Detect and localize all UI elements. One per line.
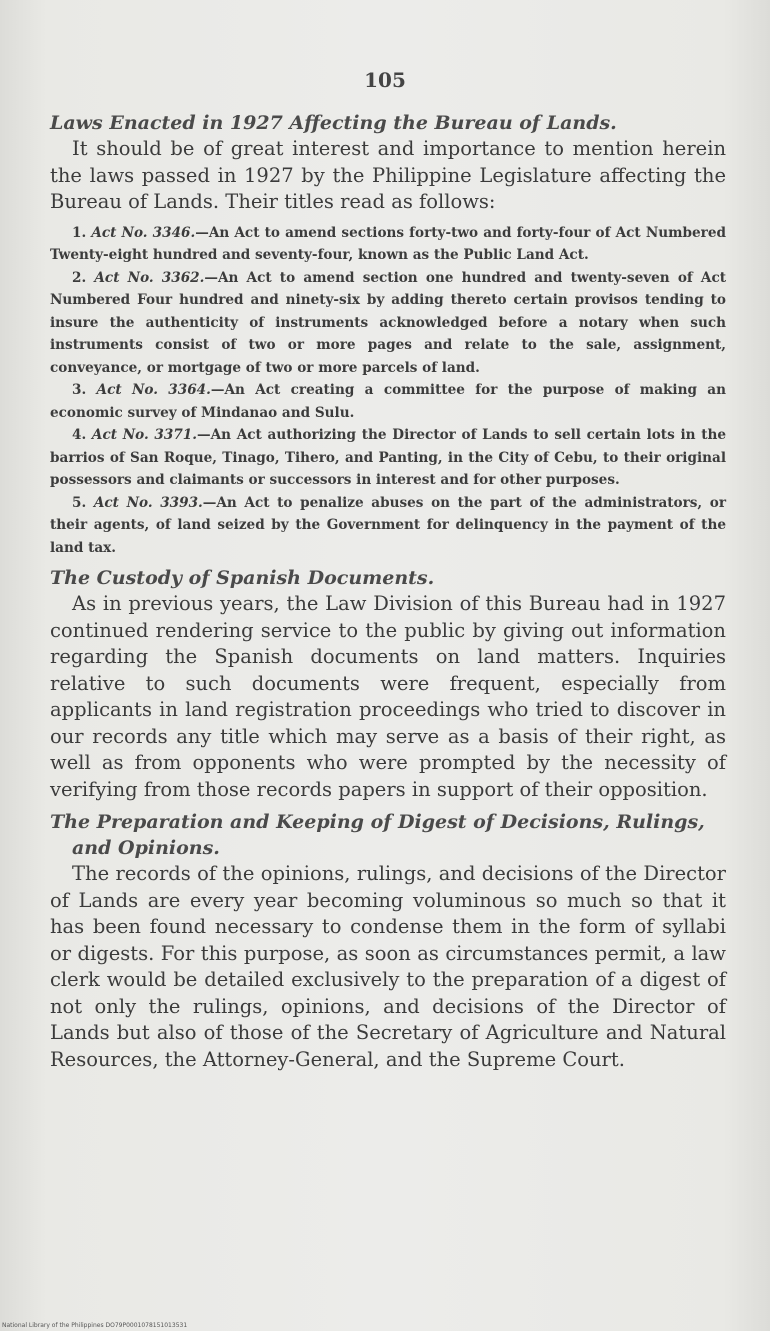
digest-heading-line1: The Preparation and Keeping of Digest of Decisions, Rulings, xyxy=(50,811,705,833)
section-heading-digest xyxy=(50,809,726,861)
section-heading-custody: The Custody of Spanish Documents. xyxy=(50,567,435,589)
acts-list xyxy=(50,222,726,560)
act-item: 1. Act No. 3346.—An Act to amend sections forty-two and forty-four of Act Numbered Twenty-eight hundred and seventy-four, known as the Public Land Act. xyxy=(50,224,726,263)
act-item: 4. Act No. 3371.—An Act authorizing the Director of Lands to sell certain lots in the barrios of San Roque, Tinago, Tihero, and Panting, in the City of Cebu, to their original possessors and claimants or successors in interest and for other purposes. xyxy=(50,427,727,488)
digest-paragraph: The records of the opinions, rulings, and decisions of the Director of Lands are every year becoming voluminous so much so that it has been found necessary to condense them in the form of syllabi or digests. For this purpose, as soon as circumstances permit, a law clerk would be detailed exclusively to the preparation of a digest of not only the rulings, opinions, and decisions of the Director of Lands but also of those of the Secretary of Agriculture and Natural Resources, the Attorney-General, and the Supreme Court. xyxy=(50,862,726,1071)
digest-heading-line2: and Opinions. xyxy=(72,837,220,859)
page-content xyxy=(50,110,726,1073)
act-item: 5. Act No. 3393.—An Act to penalize abuses on the part of the administrators, or their agents, of land seized by the Government for delinquency in the payment of the land tax. xyxy=(50,494,727,556)
page-number: 105 xyxy=(364,68,406,92)
act-item: 2. Act No. 3362.—An Act to amend section one hundred and twenty-seven of Act Numbered Four hundred and ninety-six by adding thereto certain provisos tending to insure the authenticity of instruments acknowledged before a notary when such instruments consist of two or more pages and relate to the sale, assignment, conveyance, or mortgage of two or more parcels of land. xyxy=(50,269,727,376)
act-item: 3. Act No. 3364.—An Act creating a committee for the purpose of making an economic survey of Mindanao and Sulu. xyxy=(50,382,726,421)
laws-intro-paragraph: It should be of great interest and importance to mention herein the laws passed in 1927 by the Philippine Legislature affecting the Bureau of Lands. Their titles read as follows: xyxy=(50,137,726,213)
section-heading-laws: Laws Enacted in 1927 Affecting the Bureau of Lands. xyxy=(50,112,617,134)
custody-paragraph: As in previous years, the Law Division of this Bureau had in 1927 continued rendering service to the public by giving out information regarding the Spanish documents on land matters. Inquiries relative to such documents were frequent, especially from applicants in land registration proceedings who tried to discover in our records any title which may serve as a basis of their right, as well as from opponents who were prompted by the necessity of verifying from those records papers in support of their opposition. xyxy=(50,592,726,801)
library-footer: National Library of the Philippines DO79P0001078151013531 xyxy=(2,1322,188,1329)
